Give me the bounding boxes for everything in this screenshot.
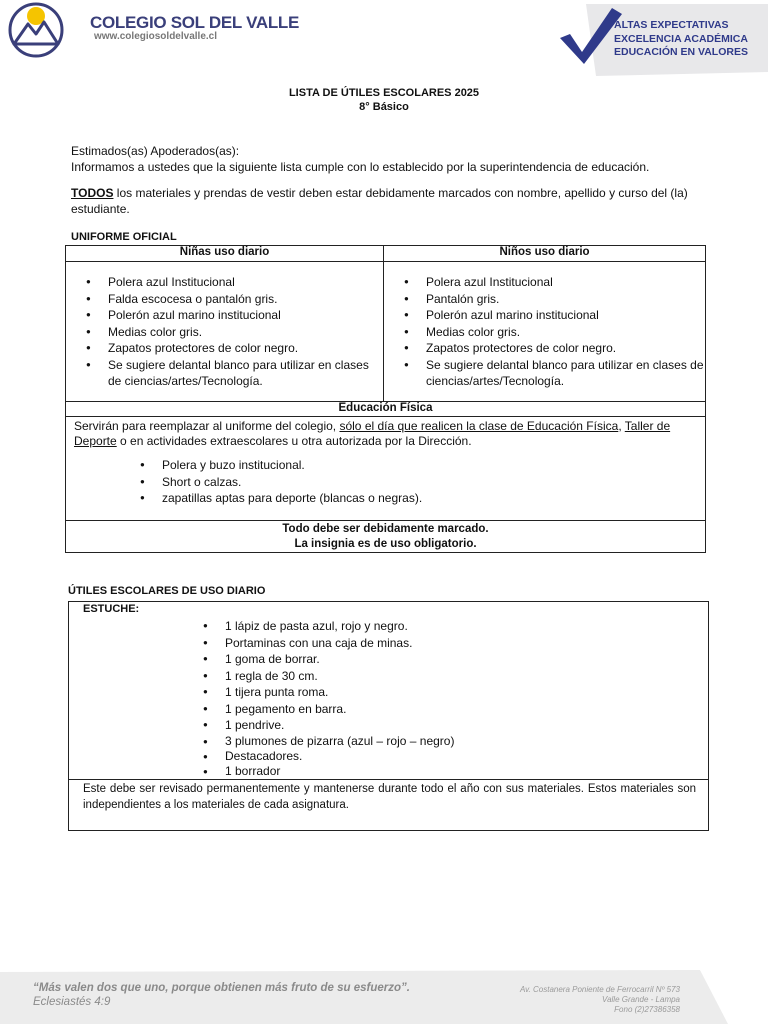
grade-label: 8° Básico [359, 101, 409, 113]
list-item: ● Polera azul Institucional [384, 274, 705, 291]
school-website[interactable]: www.colegiosoldelvalle.cl [94, 31, 218, 42]
list-item: ● Short o calzas. [120, 474, 697, 491]
address-line: Valle Grande - Lampa [602, 995, 680, 1004]
list-item: ● Destacadores. [183, 749, 708, 764]
list-item: ● 1 tijera punta roma. [183, 684, 708, 701]
insignia-note: La insignia es de uso obligatorio. [294, 538, 477, 550]
girls-list [66, 274, 383, 390]
list-item: ● Polerón azul marino institucional [384, 307, 705, 324]
supplies-heading: ÚTILES ESCOLARES DE USO DIARIO [68, 585, 266, 597]
banner-line: ALTAS EXPECTATIVAS [614, 19, 729, 31]
list-item: ● 1 pendrive. [183, 717, 708, 734]
case-list [183, 618, 708, 779]
todos-word: TODOS [71, 186, 114, 200]
case-cell [69, 602, 709, 780]
banner-line: EXCELENCIA ACADÉMICA [614, 32, 748, 45]
list-item: ● Polerón azul marino institucional [66, 307, 383, 324]
pe-text-part: , [618, 419, 625, 433]
list-item: ● Se sugiere delantal blanco para utilizar en clases de ciencias/artes/Tecnología. [66, 357, 383, 390]
list-item: ● 3 plumones de pizarra (azul – rojo – negro) [183, 734, 708, 749]
supplies-note: Este debe ser revisado permanentemente y mantenerse durante todo el año con sus materiales. Estos materiales son independientes a los materiales de cada asignatura. [69, 779, 709, 830]
marking-notice [71, 185, 711, 217]
list-item: ● zapatillas aptas para deporte (blancas o negras). [120, 490, 697, 507]
uniform-heading: UNIFORME OFICIAL [71, 231, 177, 243]
uniform-table [65, 245, 706, 553]
list-item: ● Zapatos protectores de color negro. [66, 340, 383, 357]
list-item: ● 1 regla de 30 cm. [183, 668, 708, 685]
case-label: ESTUCHE: [83, 603, 140, 615]
banner-lines [614, 19, 748, 60]
list-item: ● Zapatos protectores de color negro. [384, 340, 705, 357]
pe-list [120, 457, 697, 507]
list-item: ● Portaminas con una caja de minas. [183, 635, 708, 652]
pe-header: Educación Física [66, 402, 706, 417]
list-item: ● Se sugiere delantal blanco para utilizar en clases de ciencias/artes/Tecnología. [384, 357, 705, 390]
list-item: ● Polera y buzo institucional. [120, 457, 697, 474]
footer-quote: “Más valen dos que uno, porque obtienen más fruto de su esfuerzo”. [33, 982, 410, 994]
pe-text-part: o en actividades extraescolares u otra autorizada por la Dirección. [116, 433, 472, 448]
footer-address [520, 985, 680, 1015]
pe-text-underlined: Taller de Deporte [74, 419, 671, 448]
address-line: Fono (2)27386358 [614, 1005, 680, 1014]
banner-line: EDUCACIÓN EN VALORES [614, 46, 748, 58]
list-item: ● 1 goma de borrar. [183, 651, 708, 668]
pe-text [74, 419, 697, 448]
marking-note: Todo debe ser debidamente marcado. [282, 523, 489, 535]
boys-list-cell [384, 262, 706, 402]
list-item: ● Polera azul Institucional [66, 274, 383, 291]
pe-text-underlined: sólo el día que realicen la clase de Educación Física [339, 419, 619, 433]
school-logo [6, 2, 66, 58]
girls-header: Niñas uso diario [66, 246, 384, 262]
list-item: ● Falda escocesa o pantalón gris. [66, 291, 383, 308]
list-item: ● 1 lápiz de pasta azul, rojo y negro. [183, 618, 708, 635]
greeting: Estimados(as) Apoderados(as): [71, 144, 240, 158]
supplies-table [68, 601, 709, 831]
list-item: ● Medias color gris. [384, 324, 705, 341]
boys-header: Niños uso diario [384, 246, 706, 262]
pe-text-part: Servirán para reemplazar al uniforme del colegio, [74, 419, 340, 433]
marking-note-cell [66, 521, 706, 553]
document-title: LISTA DE ÚTILES ESCOLARES 2025 [288, 87, 480, 99]
footer-verse: Eclesiastés 4:9 [33, 996, 111, 1008]
boys-list [384, 274, 705, 390]
list-item: ● 1 borrador [183, 764, 708, 779]
school-name: COLEGIO SOL DEL VALLE [90, 13, 300, 32]
marking-text: los materiales y prendas de vestir deben estar debidamente marcados con nombre, apellido y curso del (la) estudiante. [71, 186, 688, 216]
girls-list-cell [66, 262, 384, 402]
intro-block [71, 143, 711, 175]
list-item: ● 1 pegamento en barra. [183, 701, 708, 718]
address-line: Av. Costanera Poniente de Ferrocarril Nº 573 [519, 985, 680, 994]
pe-cell [66, 417, 706, 521]
intro-text: Informamos a ustedes que la siguiente lista cumple con lo establecido por la superintendencia de educación. [71, 160, 650, 174]
list-item: ● Pantalón gris. [384, 291, 705, 308]
list-item: ● Medias color gris. [66, 324, 383, 341]
